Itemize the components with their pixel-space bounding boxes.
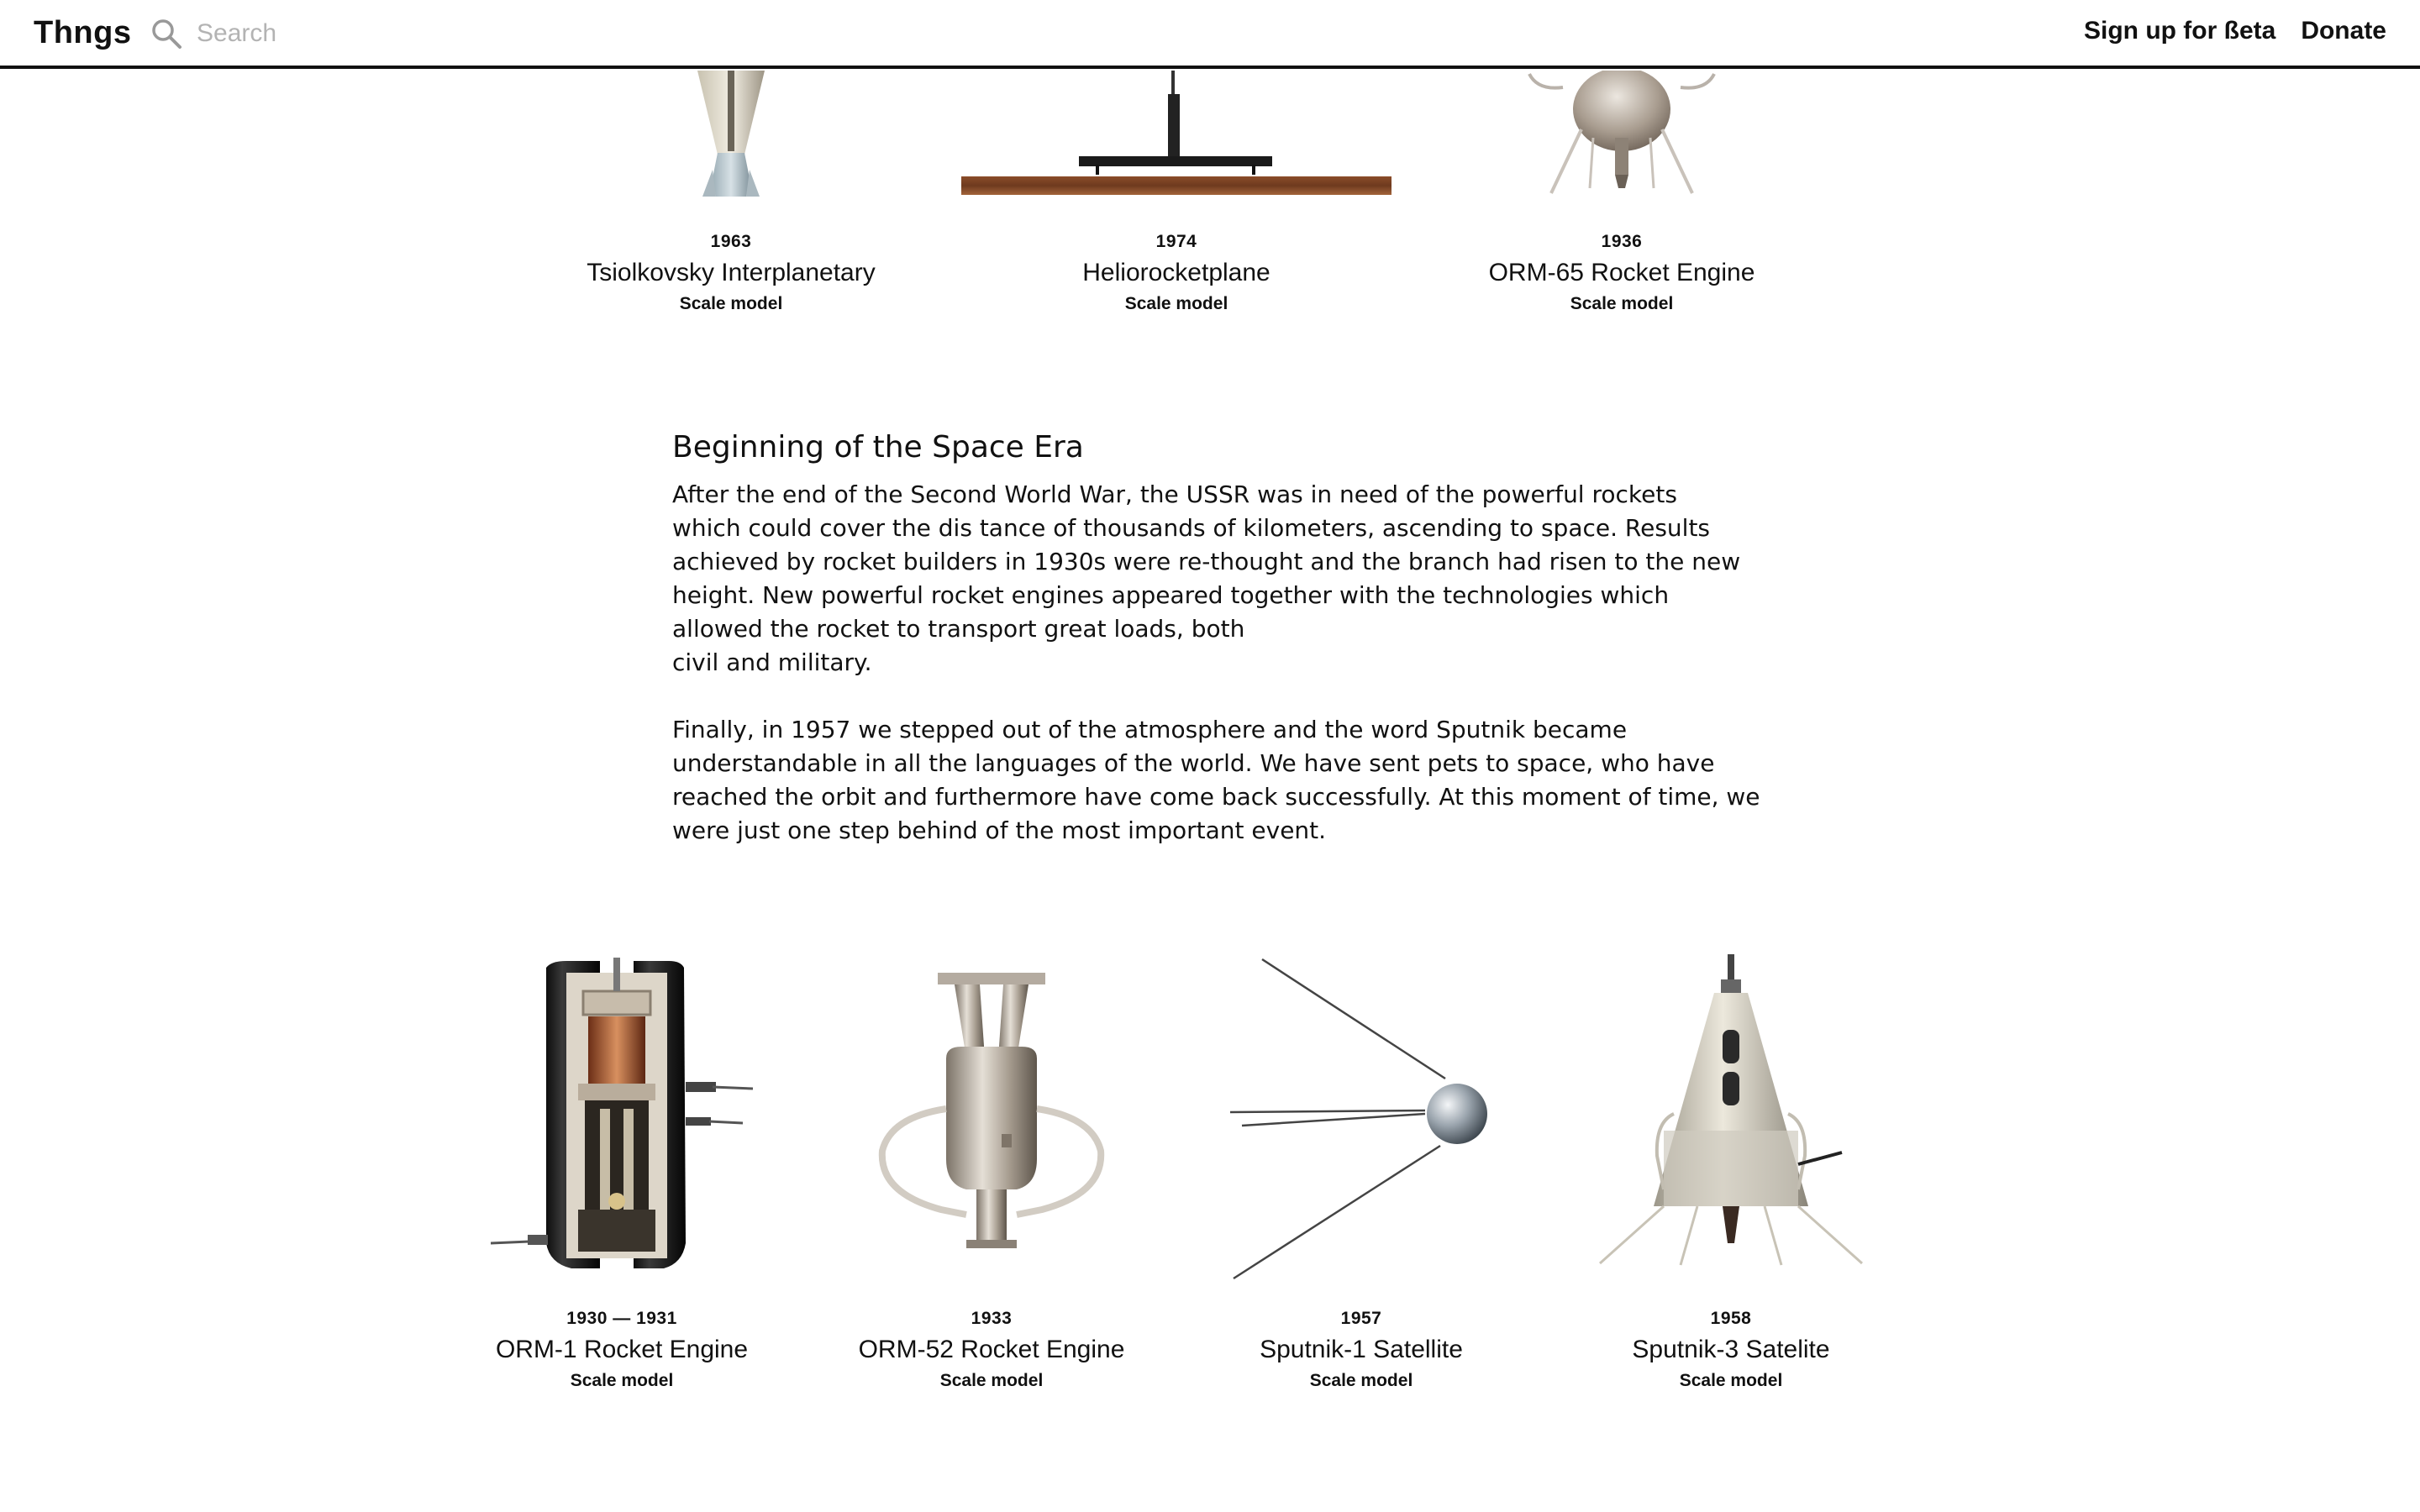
- section-paragraph-1: After the end of the Second World War, the USSR was in need of the powerful rockets which could cover the dis tance of thousands of kilometers, ascending to space. Results achieved by rocket builders in 1930s were re-thought and the branch had risen to the new height. New powerful rocket engines appeared together with the technologies which allowed the rocket to transport great loads, both civil and military.: [672, 480, 1741, 676]
- item-year: 1936: [1601, 232, 1643, 251]
- orm-65-rocket-engine-image[interactable]: [1521, 71, 1723, 197]
- item-subtitle: Scale model: [1124, 294, 1228, 313]
- item-year: 1963: [710, 232, 752, 251]
- item-year: 1933: [971, 1309, 1013, 1328]
- sputnik-3-satellite-image[interactable]: [1597, 954, 1865, 1277]
- item-title[interactable]: ORM-1 Rocket Engine: [495, 1336, 749, 1363]
- item-year: 1958: [1710, 1309, 1752, 1328]
- item-title[interactable]: Heliorocketplane: [1082, 259, 1270, 286]
- item-title[interactable]: ORM-65 Rocket Engine: [1488, 259, 1755, 286]
- item-card-sputnik-1-satellite[interactable]: [1168, 1309, 1555, 1391]
- nav-links: [2084, 17, 2386, 45]
- item-card-orm-1-rocket-engine[interactable]: [429, 1309, 815, 1391]
- search-bar: [150, 13, 548, 54]
- item-card-tsiolkovsky-interplanetary[interactable]: [538, 232, 924, 314]
- donate-link[interactable]: Donate: [2301, 17, 2386, 45]
- item-card-sputnik-3-satelite[interactable]: [1538, 1309, 1924, 1391]
- logo[interactable]: Thngs: [34, 15, 132, 50]
- item-title[interactable]: Sputnik-3 Satelite: [1632, 1336, 1830, 1363]
- item-year: 1957: [1340, 1309, 1382, 1328]
- item-year: 1930 — 1931: [566, 1309, 677, 1328]
- item-card-orm-52-rocket-engine[interactable]: [798, 1309, 1185, 1391]
- orm-52-rocket-engine-image[interactable]: [874, 966, 1109, 1268]
- item-card-heliorocketplane[interactable]: [983, 232, 1370, 314]
- section-article: [672, 430, 1765, 881]
- signup-beta-link[interactable]: Sign up for ßeta: [2083, 17, 2276, 45]
- heliorocketplane-image[interactable]: [961, 71, 1392, 198]
- item-subtitle: Scale model: [939, 1371, 1044, 1390]
- section-heading: Beginning of the Space Era: [672, 430, 1084, 465]
- item-title[interactable]: Tsiolkovsky Interplanetary: [587, 259, 876, 286]
- item-year: 1974: [1155, 232, 1197, 251]
- item-title[interactable]: ORM-52 Rocket Engine: [858, 1336, 1125, 1363]
- item-card-orm-65-rocket-engine[interactable]: [1428, 232, 1815, 314]
- orm-1-rocket-engine-image[interactable]: [491, 958, 760, 1277]
- item-subtitle: Scale model: [1570, 294, 1674, 313]
- item-subtitle: Scale model: [1309, 1371, 1413, 1390]
- top-bar: [0, 0, 2420, 69]
- item-title[interactable]: Sputnik-1 Satellite: [1260, 1336, 1463, 1363]
- search-icon: [150, 17, 183, 50]
- item-subtitle: Scale model: [570, 1371, 674, 1390]
- tsiolkovsky-interplanetary-image[interactable]: [689, 71, 773, 202]
- section-paragraph-2: Finally, in 1957 we stepped out of the atmosphere and the word Sputnik became understandable in all the languages of the world. We have sent pets to space, who have reached the orbit and furthermore have come back successfully. At this moment of time, we were just one step behind of the most important event.: [672, 716, 1760, 844]
- sputnik-1-satellite-image[interactable]: [1230, 954, 1499, 1282]
- search-input[interactable]: [195, 18, 548, 49]
- item-subtitle: Scale model: [679, 294, 783, 313]
- item-subtitle: Scale model: [1679, 1371, 1783, 1390]
